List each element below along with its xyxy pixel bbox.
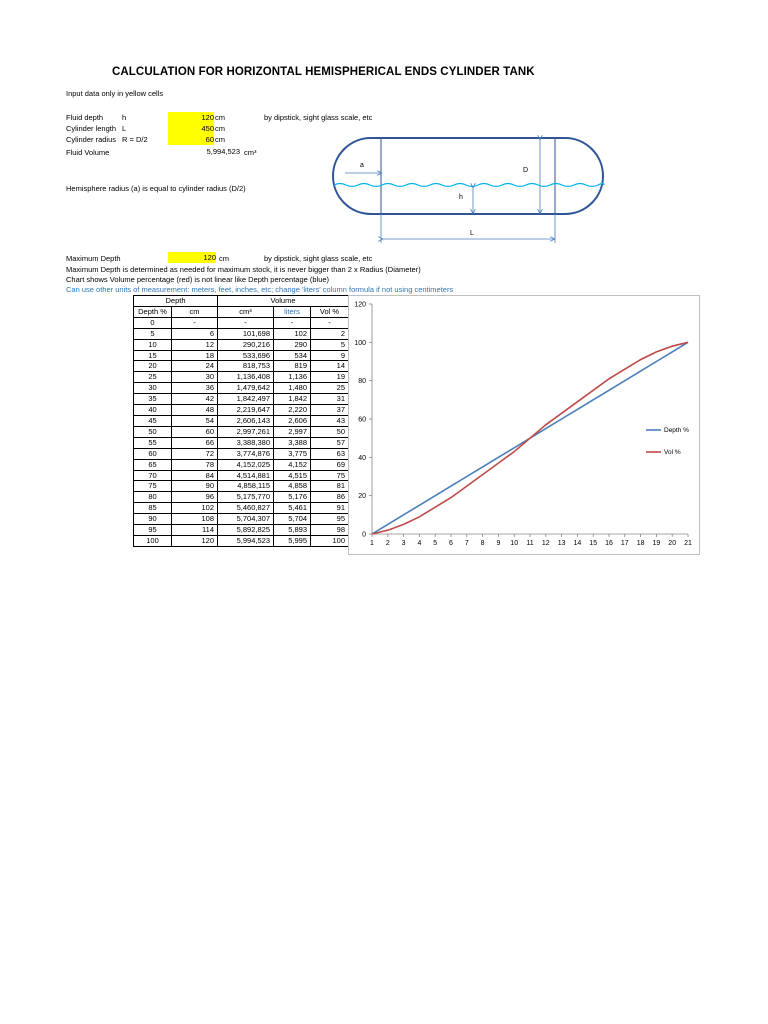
x-tick-label: 4 — [417, 540, 422, 547]
table-cell: 1,842 — [274, 394, 311, 405]
table-cell: 2,997,261 — [218, 426, 274, 437]
hemisphere-note: Hemisphere radius (a) is equal to cylinder radius (D/2) — [66, 184, 246, 193]
table-cell: 66 — [172, 437, 218, 448]
table-row — [134, 317, 349, 328]
table-cell: 290,216 — [218, 339, 274, 350]
table-cell: 5,461 — [274, 503, 311, 514]
x-tick-label: 14 — [573, 540, 582, 547]
table-cell: 80 — [134, 492, 172, 503]
table-cell: 35 — [134, 394, 172, 405]
table-cell: 1,136 — [274, 372, 311, 383]
x-tick-label: 12 — [541, 540, 550, 547]
table-cell: 4,858 — [274, 481, 311, 492]
table-cell: - — [172, 317, 218, 328]
table-cell: 5,460,827 — [218, 503, 274, 514]
table-cell: 90 — [134, 514, 172, 525]
table-row — [134, 481, 349, 492]
fluid-volume-value: 5,994,523 — [206, 147, 240, 156]
table-row — [134, 492, 349, 503]
x-tick-label: 21 — [684, 540, 692, 547]
x-tick-label: 3 — [401, 540, 406, 547]
table-cell: 3,775 — [274, 448, 311, 459]
table-cell: 819 — [274, 361, 311, 372]
table-cell: 9 — [311, 350, 349, 361]
input-label: Cylinder length — [66, 124, 117, 133]
table-cell: 1,479,642 — [218, 383, 274, 394]
table-cell: 6 — [172, 328, 218, 339]
table-cell: 3,774,876 — [218, 448, 274, 459]
depth-group-header: Depth — [134, 296, 218, 307]
input-label: Fluid depth — [66, 113, 104, 122]
table-row — [134, 448, 349, 459]
table-cell: 42 — [172, 394, 218, 405]
input-value-cell[interactable]: 60 — [168, 134, 214, 145]
table-cell: 95 — [311, 514, 349, 525]
table-cell: 50 — [134, 426, 172, 437]
input-unit: cm — [215, 124, 225, 133]
table-cell: 108 — [172, 514, 218, 525]
table-cell: 5,704,307 — [218, 514, 274, 525]
table-row — [134, 426, 349, 437]
table-cell: 534 — [274, 350, 311, 361]
y-tick-label: 0 — [362, 531, 366, 539]
input-note: Input data only in yellow cells — [66, 89, 164, 98]
table-cell: 14 — [311, 361, 349, 372]
table-cell: 43 — [311, 415, 349, 426]
y-tick-label: 100 — [354, 339, 366, 347]
table-cell: 2,606,143 — [218, 415, 274, 426]
x-tick-label: 9 — [496, 540, 501, 547]
fluid-wave — [334, 184, 604, 187]
y-tick-label: 60 — [358, 416, 366, 424]
table-cell: 4,152 — [274, 459, 311, 470]
table-cell: 69 — [311, 459, 349, 470]
table-cell: 31 — [311, 394, 349, 405]
table-cell: 100 — [134, 535, 172, 546]
max-depth-input[interactable]: 120 — [168, 252, 216, 263]
table-row — [134, 514, 349, 525]
table-row — [134, 503, 349, 514]
input-unit: cm — [215, 135, 225, 144]
table-row — [134, 383, 349, 394]
header-cm: cm — [172, 306, 218, 317]
volume-group-header: Volume — [218, 296, 349, 307]
table-cell: 60 — [172, 426, 218, 437]
depth-volume-chart — [348, 295, 700, 555]
table-cell: 533,696 — [218, 350, 274, 361]
table-cell: 4,858,115 — [218, 481, 274, 492]
table-cell: 818,753 — [218, 361, 274, 372]
table-row — [134, 535, 349, 546]
x-tick-label: 20 — [668, 540, 677, 547]
table-cell: 55 — [134, 437, 172, 448]
table-row — [134, 525, 349, 536]
table-cell: 2,220 — [274, 405, 311, 416]
table-cell: 54 — [172, 415, 218, 426]
table-row — [134, 339, 349, 350]
table-cell: 2 — [311, 328, 349, 339]
x-tick-label: 1 — [370, 540, 374, 547]
table-cell: 1,480 — [274, 383, 311, 394]
x-tick-label: 19 — [652, 540, 661, 547]
x-tick-label: 11 — [526, 540, 534, 547]
input-unit: cm — [215, 113, 225, 122]
table-cell: 78 — [172, 459, 218, 470]
table-cell: 95 — [134, 525, 172, 536]
tank-diagram — [330, 125, 610, 250]
table-cell: 86 — [311, 492, 349, 503]
table-cell: 30 — [172, 372, 218, 383]
label-h: h — [459, 194, 463, 201]
x-tick-label: 8 — [480, 540, 485, 547]
table-cell: - — [311, 317, 349, 328]
table-cell: 50 — [311, 426, 349, 437]
note-max-depth: Maximum Depth is determined as needed for maximum stock, it is never bigger than 2 x Radius (Diameter) — [66, 265, 421, 274]
header-vol-percent: Vol % — [311, 306, 349, 317]
table-cell: 100 — [311, 535, 349, 546]
table-cell: 98 — [311, 525, 349, 536]
table-cell: 102 — [274, 328, 311, 339]
header-cm3: cm³ — [218, 306, 274, 317]
table-cell: 5,175,770 — [218, 492, 274, 503]
table-row — [134, 328, 349, 339]
table-row — [134, 405, 349, 416]
table-cell: 3,388,380 — [218, 437, 274, 448]
table-cell: 96 — [172, 492, 218, 503]
depth-volume-table — [133, 295, 349, 547]
table-row — [134, 361, 349, 372]
fluid-volume-label: Fluid Volume — [66, 148, 110, 157]
table-cell: 0 — [134, 317, 172, 328]
note-chart: Chart shows Volume percentage (red) is not linear like Depth percentage (blue) — [66, 275, 330, 284]
table-cell: 120 — [172, 535, 218, 546]
table-cell: 57 — [311, 437, 349, 448]
input-value-cell[interactable]: 450 — [168, 123, 214, 134]
max-depth-label: Maximum Depth — [66, 254, 121, 263]
max-depth-unit: cm — [219, 254, 229, 263]
table-cell: 2,219,647 — [218, 405, 274, 416]
x-tick-label: 6 — [449, 540, 453, 547]
table-cell: 84 — [172, 470, 218, 481]
header-liters: liters — [274, 306, 311, 317]
table-cell: 81 — [311, 481, 349, 492]
table-row — [134, 372, 349, 383]
table-cell: 25 — [134, 372, 172, 383]
table-cell: 290 — [274, 339, 311, 350]
x-tick-label: 13 — [557, 540, 566, 547]
table-cell: 65 — [134, 459, 172, 470]
max-depth-note: by dipstick, sight glass scale, etc — [264, 254, 373, 263]
table-cell: - — [274, 317, 311, 328]
table-cell: 45 — [134, 415, 172, 426]
label-a: a — [360, 162, 364, 169]
table-cell: 75 — [311, 470, 349, 481]
table-cell: 20 — [134, 361, 172, 372]
y-tick-label: 80 — [358, 378, 366, 386]
units-note: Can use other units of measurement: meters, feet, inches, etc; change 'liters' column formula if not using centimeters — [66, 285, 454, 294]
table-row — [134, 437, 349, 448]
table-cell: 5,704 — [274, 514, 311, 525]
table-cell: 36 — [172, 383, 218, 394]
label-L: L — [470, 230, 474, 237]
fluid-volume-unit: cm³ — [244, 148, 257, 157]
legend-label-1: Vol % — [664, 449, 681, 456]
input-symbol: h — [122, 113, 127, 122]
table-cell: 102 — [172, 503, 218, 514]
table-cell: 1,842,497 — [218, 394, 274, 405]
table-cell: 5,994,523 — [218, 535, 274, 546]
x-tick-label: 18 — [636, 540, 645, 547]
table-cell: 60 — [134, 448, 172, 459]
x-tick-label: 16 — [605, 540, 613, 547]
table-row — [134, 459, 349, 470]
table-cell: 91 — [311, 503, 349, 514]
x-tick-label: 2 — [385, 540, 390, 547]
input-symbol: R = D/2 — [122, 135, 148, 144]
table-cell: 4,514,881 — [218, 470, 274, 481]
table-cell: 19 — [311, 372, 349, 383]
input-value-cell[interactable]: 120 — [168, 112, 214, 123]
table-cell: 40 — [134, 405, 172, 416]
x-tick-label: 17 — [620, 540, 629, 547]
page-title: CALCULATION FOR HORIZONTAL HEMISPHERICAL ENDS CYLINDER TANK — [112, 66, 535, 78]
table-cell: 5,893 — [274, 525, 311, 536]
table-cell: 15 — [134, 350, 172, 361]
y-tick-label: 20 — [358, 493, 366, 501]
table-cell: 114 — [172, 525, 218, 536]
table-cell: 70 — [134, 470, 172, 481]
table-cell: 2,606 — [274, 415, 311, 426]
table-cell: 12 — [172, 339, 218, 350]
x-tick-label: 7 — [464, 540, 469, 547]
input-label: Cylinder radius — [66, 135, 117, 144]
table-cell: 48 — [172, 405, 218, 416]
input-symbol: L — [122, 124, 127, 133]
table-cell: 5,176 — [274, 492, 311, 503]
table-cell: - — [218, 317, 274, 328]
y-tick-label: 120 — [354, 301, 366, 309]
table-cell: 37 — [311, 405, 349, 416]
table-cell: 75 — [134, 481, 172, 492]
table-cell: 5,892,825 — [218, 525, 274, 536]
x-tick-label: 5 — [433, 540, 438, 547]
input-note: by dipstick, sight glass scale, etc — [264, 113, 373, 122]
table-cell: 30 — [134, 383, 172, 394]
table-cell: 24 — [172, 361, 218, 372]
table-cell: 18 — [172, 350, 218, 361]
table-cell: 1,136,408 — [218, 372, 274, 383]
table-cell: 5,995 — [274, 535, 311, 546]
table-cell: 4,515 — [274, 470, 311, 481]
label-D: D — [523, 167, 529, 174]
table-cell: 25 — [311, 383, 349, 394]
table-row — [134, 394, 349, 405]
table-cell: 5 — [134, 328, 172, 339]
table-cell: 90 — [172, 481, 218, 492]
legend-label-0: Depth % — [664, 427, 689, 434]
x-tick-label: 10 — [510, 540, 519, 547]
header-depth-percent: Depth % — [134, 306, 172, 317]
tank-outline — [333, 138, 603, 214]
table-cell: 10 — [134, 339, 172, 350]
table-cell: 5 — [311, 339, 349, 350]
table-cell: 4,152,025 — [218, 459, 274, 470]
table-cell: 85 — [134, 503, 172, 514]
table-row — [134, 350, 349, 361]
group-header-row — [134, 296, 349, 307]
table-row — [134, 470, 349, 481]
column-header-row — [134, 306, 349, 317]
x-tick-label: 15 — [589, 540, 598, 547]
table-cell: 63 — [311, 448, 349, 459]
y-tick-label: 40 — [358, 454, 366, 462]
table-cell: 3,388 — [274, 437, 311, 448]
table-row — [134, 415, 349, 426]
table-cell: 101,698 — [218, 328, 274, 339]
table-cell: 2,997 — [274, 426, 311, 437]
table-cell: 72 — [172, 448, 218, 459]
